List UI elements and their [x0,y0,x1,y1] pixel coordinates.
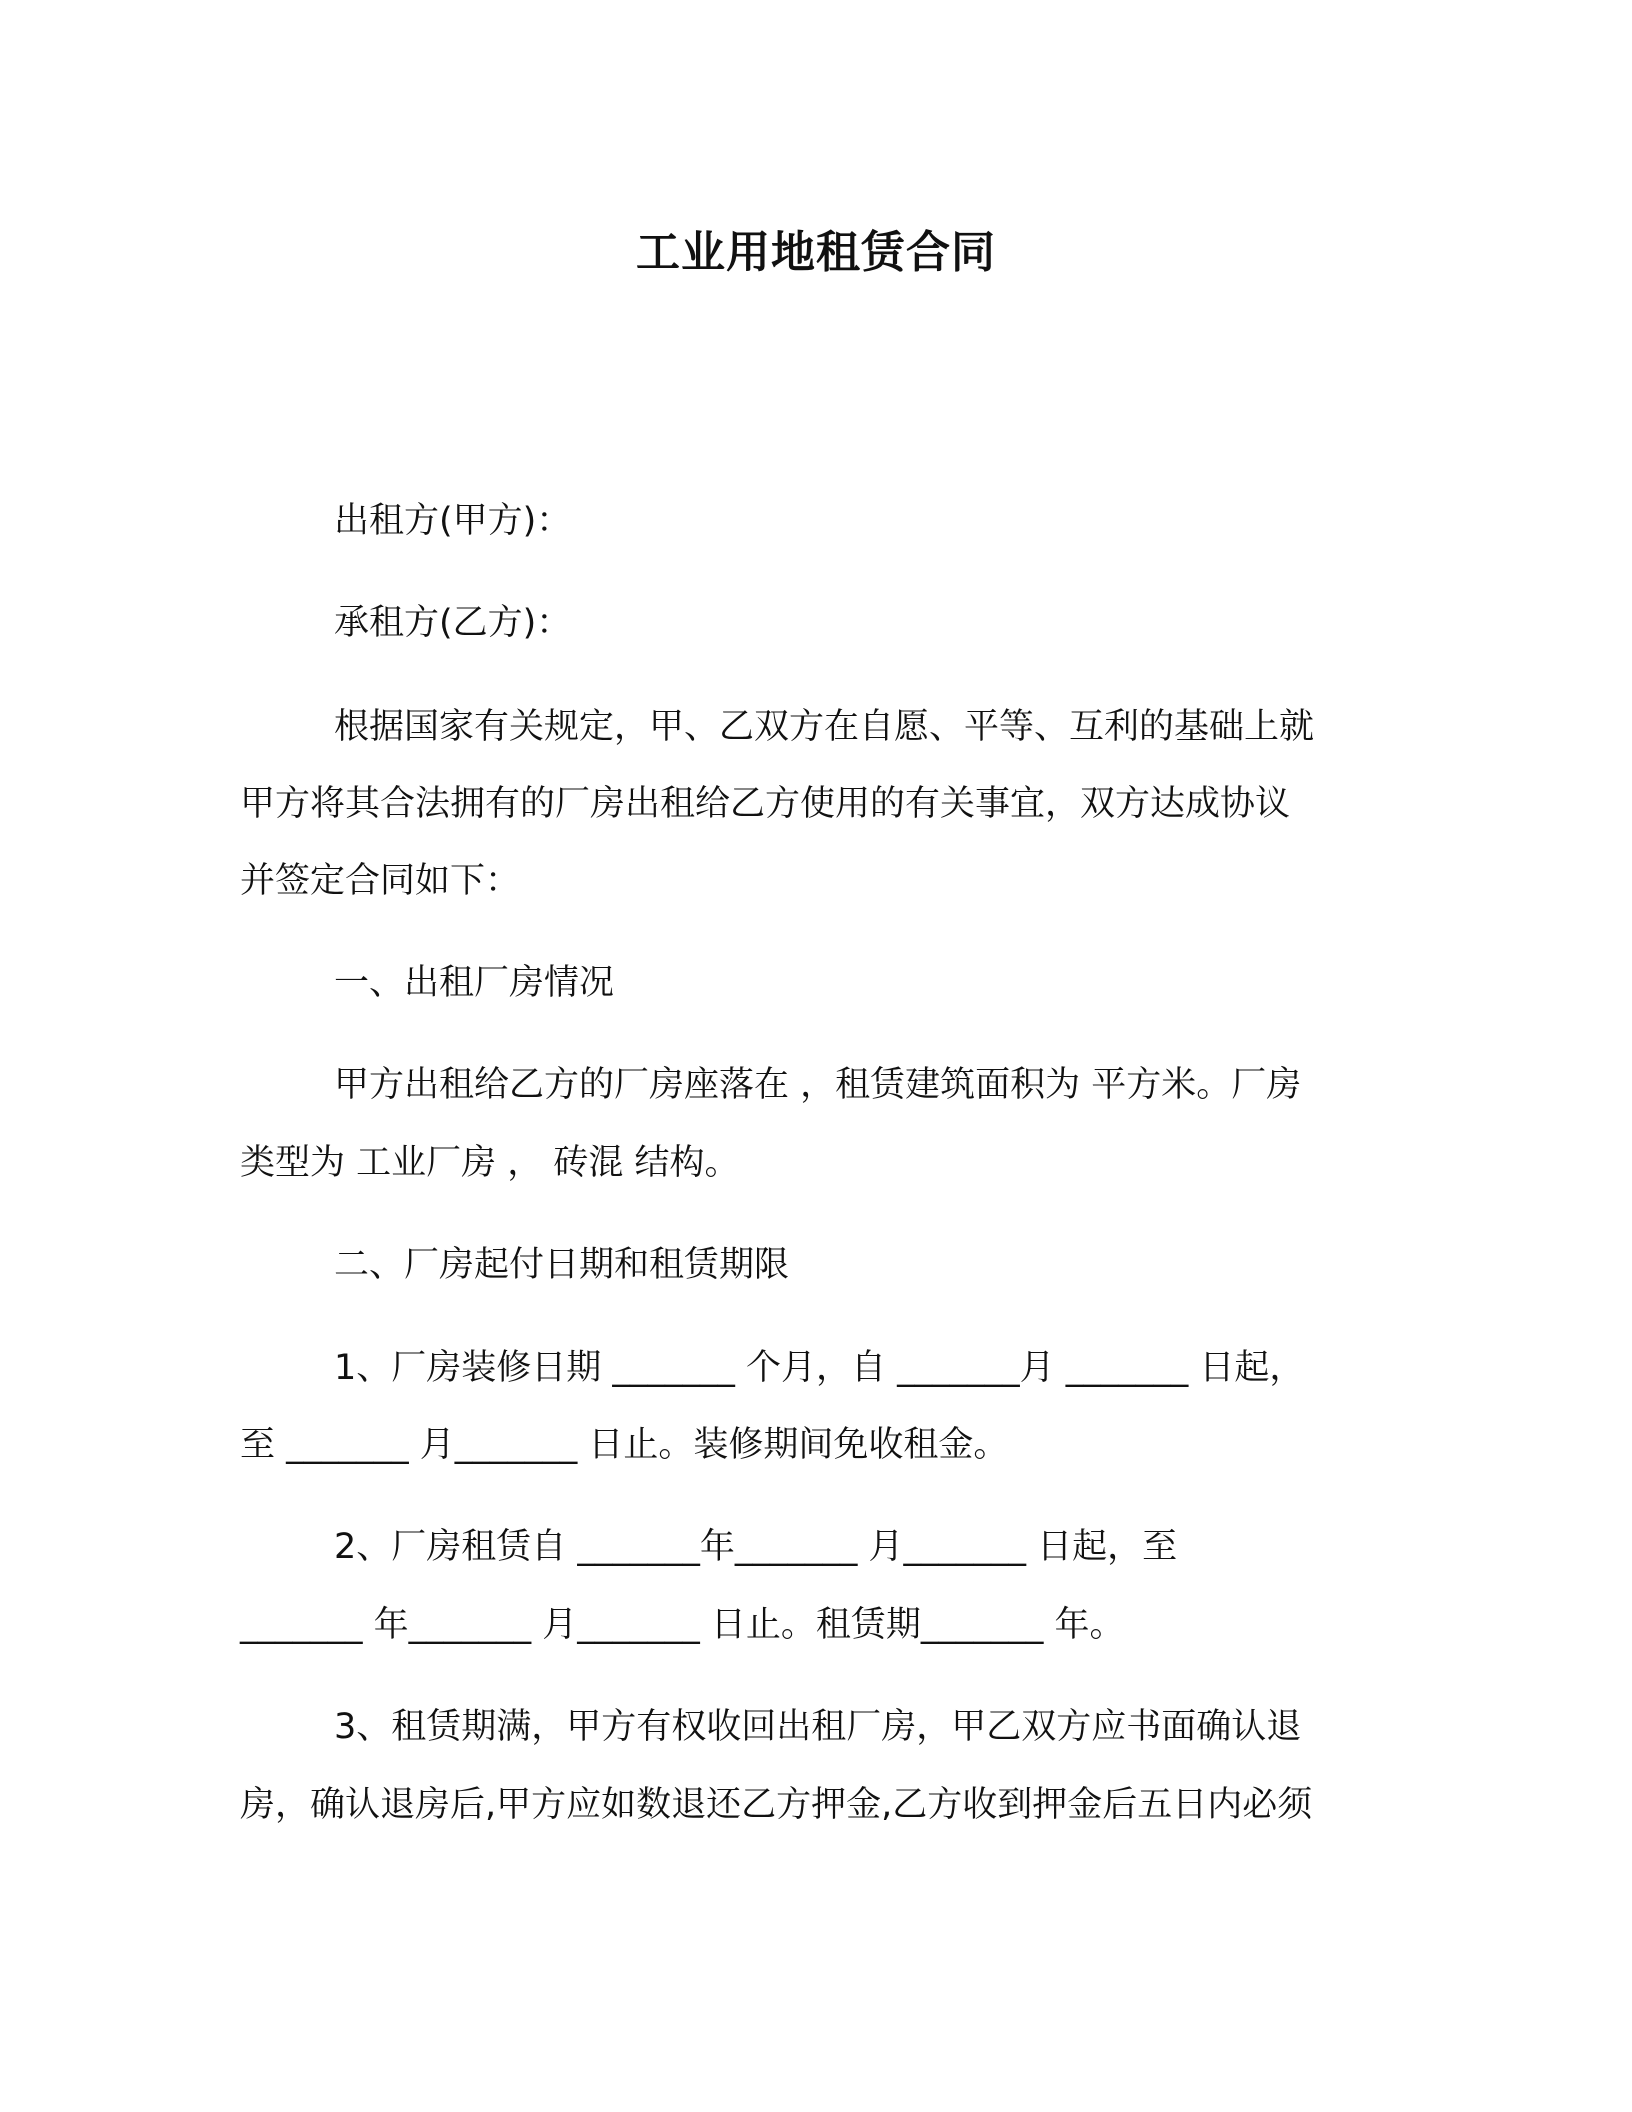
section-1-heading: 一、出租厂房情况 [334,963,615,1003]
section-1-text-line-1: 甲方出租给乙方的厂房座落在 ，租赁建筑面积为 平方米。厂房 [334,1065,1302,1105]
clause-2-line-1: 2、厂房租赁自 _______年_______ 月_______ 日起，至 [334,1527,1178,1567]
clause-3-line-1: 3、租赁期满，甲方有权收回出租厂房，甲乙双方应书面确认退 [334,1707,1302,1747]
preamble-line-2: 甲方将其合法拥有的厂房出租给乙方使用的有关事宜，双方达成协议 [240,784,1291,824]
preamble-line-1: 根据国家有关规定，甲、乙双方在自愿、平等、互利的基础上就 [334,707,1315,747]
section-2-heading: 二、厂房起付日期和租赁期限 [334,1245,790,1285]
clause-3-line-2: 房，确认退房后,甲方应如数退还乙方押金,乙方收到押金后五日内必须 [240,1785,1313,1825]
clause-1-line-1: 1、厂房装修日期 _______ 个月，自 _______月 _______ 日起， [334,1348,1305,1388]
clause-1-line-2: 至 _______ 月_______ 日止。装修期间免收租金。 [240,1425,1009,1465]
clause-2-line-2: _______ 年_______ 月_______ 日止。租赁期_______ 年。 [240,1605,1125,1645]
lessor-line: 出租方(甲方)： [334,501,572,541]
preamble-line-3: 并签定合同如下： [240,861,521,901]
document-title: 工业用地租赁合同 [636,227,996,278]
lessee-line: 承租方(乙方)： [334,603,572,643]
section-1-text-line-2: 类型为 工业厂房 ， 砖混 结构。 [240,1143,740,1183]
